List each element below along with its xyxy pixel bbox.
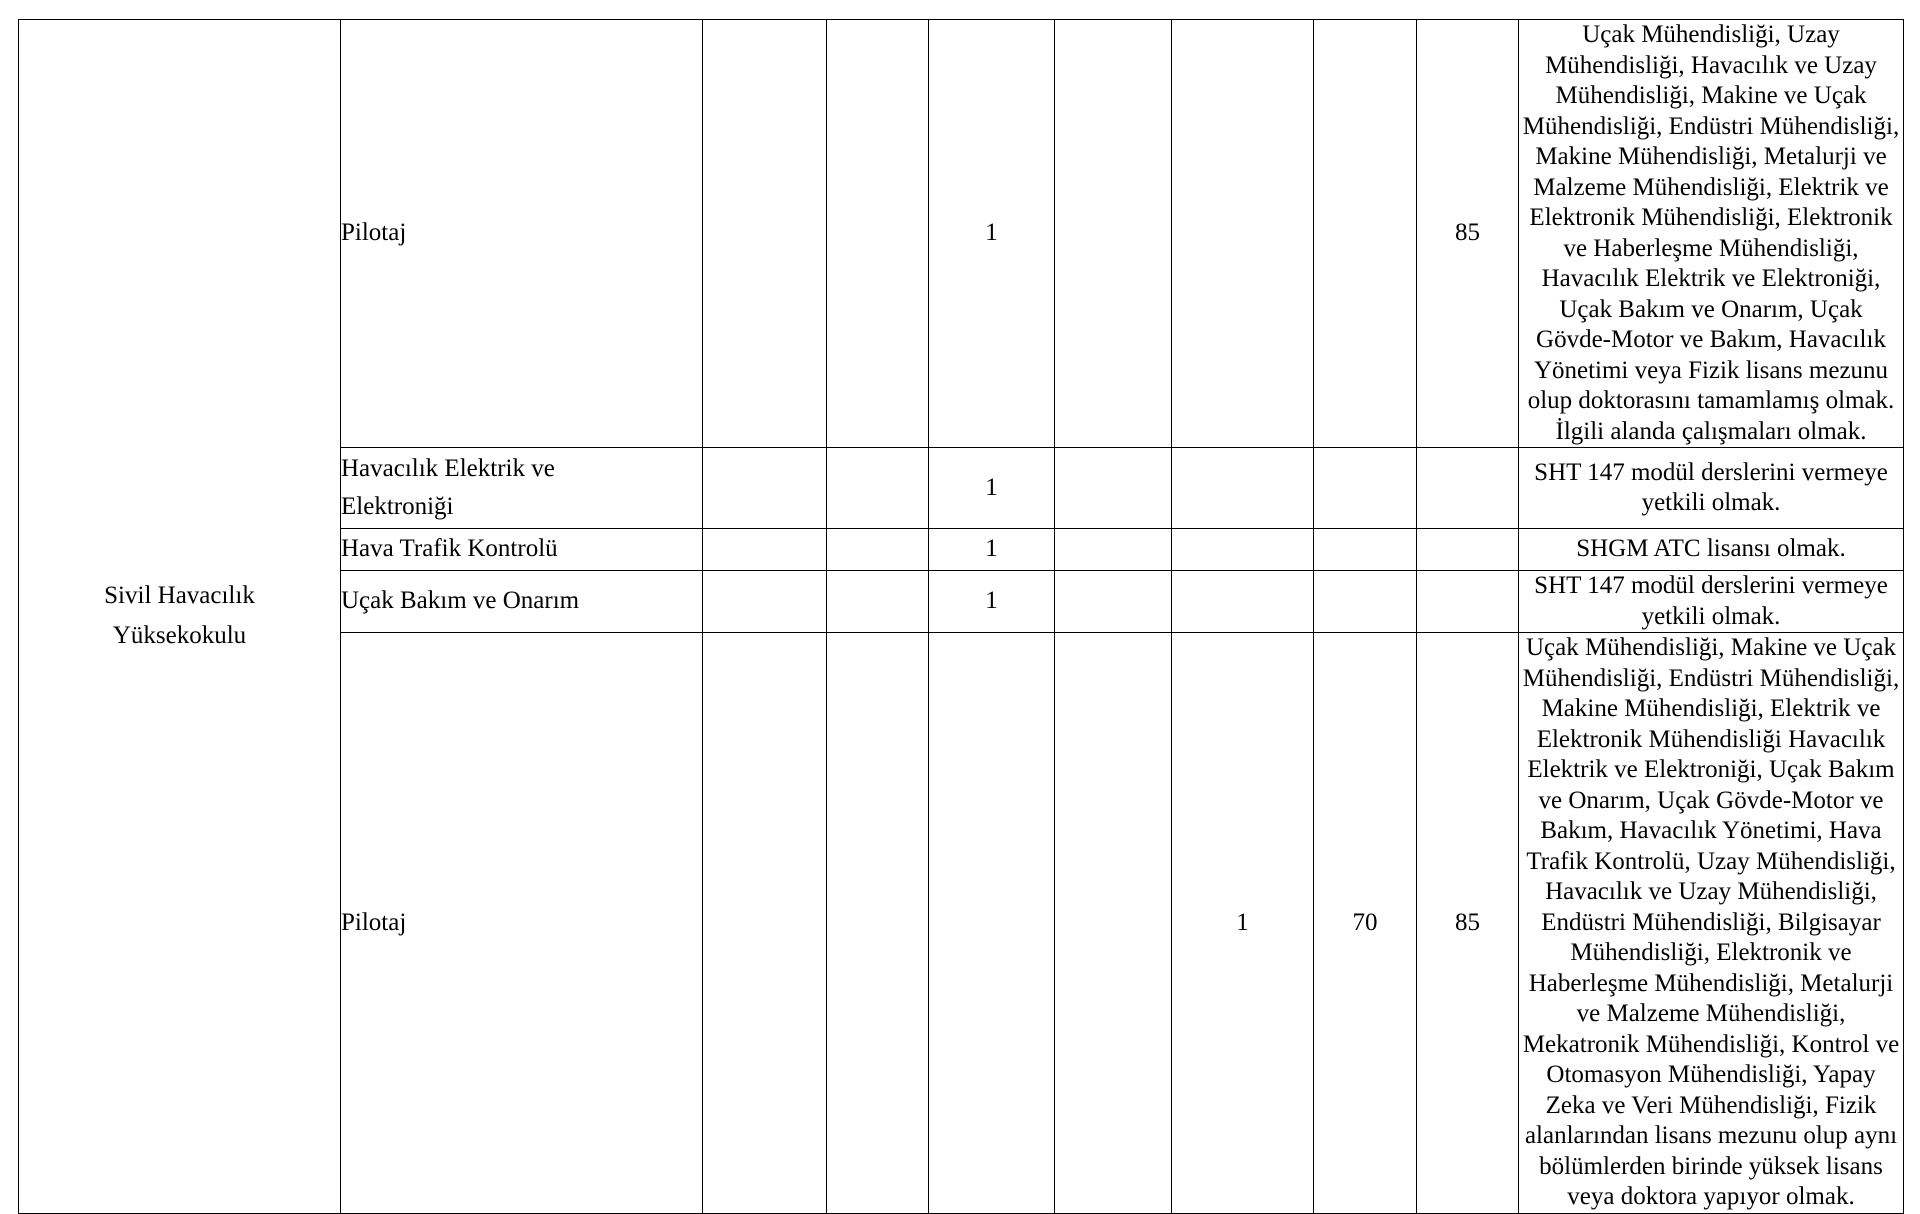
- value-cell: [1314, 448, 1417, 529]
- value-cell: [1055, 571, 1172, 633]
- requirement-text: Uçak Mühendisliği, Makine ve Uçak: [1525, 634, 1897, 661]
- requirement-text: Uçak Mühendisliği, Uzay: [1582, 21, 1840, 48]
- value-cell: [827, 448, 929, 529]
- requirement-text: Trafik Kontrolü, Uzay Mühendisliği,: [1526, 847, 1896, 875]
- value-cell: [1055, 20, 1172, 448]
- value-cell: [1172, 448, 1314, 529]
- requirement-text: Elektrik ve Elektroniği, Uçak Bakım: [1527, 756, 1895, 783]
- requirement-text: ve Haberleşme Mühendisliği,: [1563, 234, 1859, 262]
- value-cell: [1055, 529, 1172, 571]
- value-cell: [703, 448, 827, 529]
- value-cell: [703, 571, 827, 633]
- requirement-cell: [1519, 633, 1904, 1214]
- requirement-text: SHT 147 modül derslerini vermeye: [1534, 572, 1888, 599]
- requirement-text: SHT 147 modül derslerini vermeye: [1534, 458, 1888, 486]
- value-cell: 1: [929, 20, 1055, 448]
- value-cell: [1055, 448, 1172, 529]
- requirement-text: Haberleşme Mühendisliği, Metalurji: [1528, 969, 1894, 997]
- department-cell: Pilotaj: [341, 633, 703, 1214]
- value-cell: 1: [1172, 633, 1314, 1214]
- requirement-text: Havacılık ve Uzay Mühendisliği,: [1545, 878, 1877, 905]
- requirement-text: Mühendisliği, Endüstri Mühendisliği,: [1522, 664, 1900, 692]
- requirement-cell: [1519, 448, 1904, 529]
- requirement-text: Bakım, Havacılık Yönetimi, Hava: [1540, 817, 1882, 844]
- value-cell: [1314, 20, 1417, 448]
- value-cell: [929, 633, 1055, 1214]
- requirement-text: Yönetimi veya Fizik lisans mezunu: [1533, 356, 1889, 384]
- requirement-text: Makine Mühendisliği, Metalurji ve: [1535, 143, 1887, 170]
- value-cell: [1314, 529, 1417, 571]
- value-cell: [1417, 571, 1519, 633]
- requirement-text: alanlarından lisans mezunu olup aynı: [1524, 1122, 1898, 1149]
- value-cell: [1172, 20, 1314, 448]
- requirement-text: bölümlerden birinde yüksek lisans: [1539, 1152, 1883, 1180]
- requirement-text: Elektronik Mühendisliği Havacılık: [1536, 725, 1886, 753]
- requirement-text: Mühendisliği, Endüstri Mühendisliği,: [1522, 112, 1900, 140]
- requirement-text: Mekatronik Mühendisliği, Kontrol ve: [1522, 1030, 1900, 1058]
- requirement-text: Endüstri Mühendisliği, Bilgisayar: [1541, 908, 1881, 936]
- value-cell: [703, 529, 827, 571]
- requirement-text: Mühendisliği, Havacılık ve Uzay: [1545, 51, 1877, 79]
- unit-name-cell: [19, 20, 341, 1214]
- requirement-text: olup doktorasını tamamlamış olmak.: [1527, 387, 1895, 414]
- department-name: Havacılık Elektrik ve Elektroniği: [341, 455, 555, 520]
- requirement-text: İlgili alanda çalışmaları olmak.: [1555, 417, 1867, 445]
- value-cell: [703, 20, 827, 448]
- requirement-text: Elektronik Mühendisliği, Elektronik: [1529, 204, 1893, 231]
- value-cell: 1: [929, 448, 1055, 529]
- requirement-text: Malzeme Mühendisliği, Elektrik ve: [1533, 173, 1889, 201]
- value-cell: [1417, 529, 1519, 571]
- requirement-cell: [1519, 529, 1904, 571]
- requirement-text: Zeka ve Veri Mühendisliği, Fizik: [1545, 1091, 1877, 1119]
- department-cell: Pilotaj: [341, 20, 703, 448]
- value-cell: [703, 633, 827, 1214]
- value-cell: 1: [929, 529, 1055, 571]
- requirement-text: ve Onarım, Uçak Gövde-Motor ve: [1538, 786, 1884, 814]
- requirement-text: Havacılık Elektrik ve Elektroniği,: [1541, 265, 1881, 292]
- unit-name: Sivil Havacılık Yüksekokulu: [104, 582, 255, 650]
- value-cell: 85: [1417, 20, 1519, 448]
- value-cell: 1: [929, 571, 1055, 633]
- staff-requirements-table: [18, 19, 1904, 1214]
- requirement-text: yetkili olmak.: [1641, 489, 1781, 516]
- requirement-text: Gövde-Motor ve Bakım, Havacılık: [1536, 326, 1886, 353]
- requirement-text: Makine Mühendisliği, Elektrik ve: [1541, 695, 1881, 722]
- department-cell: [341, 448, 703, 529]
- requirement-text: veya doktora yapıyor olmak.: [1567, 1183, 1855, 1210]
- value-cell: [827, 529, 929, 571]
- requirement-text: yetkili olmak.: [1641, 602, 1781, 630]
- requirement-text: Mühendisliği, Elektronik ve: [1570, 939, 1852, 966]
- value-cell: [827, 571, 929, 633]
- department-cell: Hava Trafik Kontrolü: [341, 529, 703, 571]
- value-cell: [1417, 448, 1519, 529]
- requirement-cell: [1519, 20, 1904, 448]
- value-cell: [827, 633, 929, 1214]
- value-cell: [1314, 571, 1417, 633]
- department-cell: Uçak Bakım ve Onarım: [341, 571, 703, 633]
- requirement-cell: [1519, 571, 1904, 633]
- requirement-text: Uçak Bakım ve Onarım, Uçak: [1559, 295, 1863, 323]
- value-cell: [827, 20, 929, 448]
- requirement-text: ve Malzeme Mühendisliği,: [1576, 1000, 1846, 1027]
- requirement-text: Otomasyon Mühendisliği, Yapay: [1546, 1061, 1876, 1088]
- table-row: [19, 20, 1904, 448]
- value-cell: [1055, 633, 1172, 1214]
- requirement-text: Mühendisliği, Makine ve Uçak: [1555, 82, 1867, 109]
- value-cell: 70: [1314, 633, 1417, 1214]
- value-cell: [1172, 571, 1314, 633]
- value-cell: [1172, 529, 1314, 571]
- value-cell: 85: [1417, 633, 1519, 1214]
- requirement-text: SHGM ATC lisansı olmak.: [1576, 535, 1846, 563]
